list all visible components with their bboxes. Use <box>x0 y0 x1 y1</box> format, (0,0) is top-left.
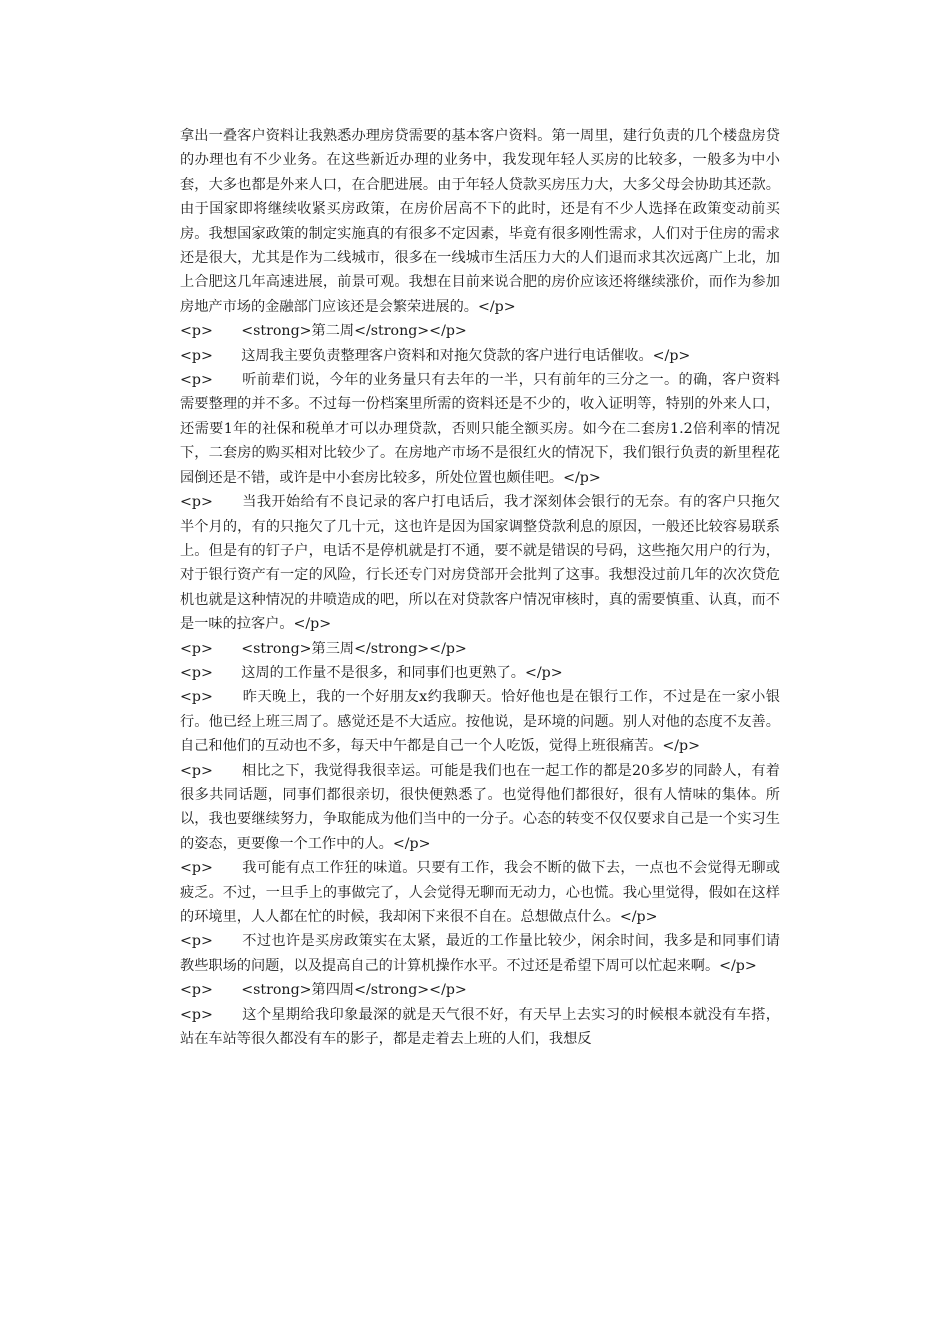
paragraph: <p> 这周的工作量不是很多，和同事们也更熟了。</p> <box>180 664 563 681</box>
paragraph: 拿出一叠客户资料让我熟悉办理房贷需要的基本客户资料。第一周里，建行负责的几个楼盘房贷的办理也有不少业务。在这些新近办理的业务中，我发现年轻人买房的比较多，一般多为中小套，大多也都是外来人口，在合肥进展。由于年轻人贷款买房压力大，大多父母会协助其还款。由于国家即将继续收紧买房政策，在房价居高不下的此时，还是有不少人选择在政策变动前买房。我想国家政策的制定实施真的有很多不定因素，毕竟有很多刚性需求，人们对于住房的需求还是很大，尤其是作为二线城市，很多在一线城市生活压力大的人们退而求其次远离广上北，加上合肥这几年高速进展，前景可观。我想在目前来说合肥的房价应该还将继续涨价，而作为参加房地产市场的金融部门应该还是会繁荣进展的。</p> <box>180 128 780 315</box>
paragraph: <p> 当我开始给有不良记录的客户打电话后，我才深刻体会银行的无奈。有的客户只拖欠半个月的，有的只拖欠了几十元，这也许是因为国家调整贷款利息的原因，一般还比较容易联系上。但是有的钉子户，电话不是停机就是打不通，要不就是错误的号码，这些拖欠用户的行为，对于银行资产有一定的风险，行长还专门对房贷部开会批判了这事。我想没过前几年的次次贷危机也就是这种情况的井喷造成的吧，所以在对贷款客户情况审核时，真的需要慎重、认真，而不是一味的拉客户。</p> <box>180 494 780 633</box>
paragraph: <p> 我可能有点工作狂的味道。只要有工作，我会不断的做下去，一点也不会觉得无聊或疲乏。不过，一旦手上的事做完了，人会觉得无聊而无动力，心也慌。我心里觉得，假如在这样的环境里，人人都在忙的时候，我却闲下来很不自在。总想做点什么。</p> <box>180 860 780 925</box>
paragraph: <p> 昨天晚上，我的一个好朋友x约我聊天。恰好他也是在银行工作，不过是在一家小银行。他已经上班三周了。感觉还是不大适应。按他说，是环境的问题。别人对他的态度不友善。自己和他们的互动也不多，每天中午都是自己一个人吃饭，觉得上班很痛苦。</p> <box>180 689 780 755</box>
section-heading-week-4: <p> <strong>第四周</strong></p> <box>180 982 467 999</box>
paragraph: <p> 相比之下，我觉得我很幸运。可能是我们也在一起工作的都是20多岁的同龄人，有着很多共同话题，同事们都很亲切，很快便熟悉了。也觉得他们都很好，很有人情味的集体。所以，我也要继续努力，争取能成为他们当中的一分子。心态的转变不仅仅要求自己是一个实习生的姿态，更要像一个工作中的人。</p> <box>180 762 780 852</box>
section-heading-week-2: <p> <strong>第二周</strong></p> <box>180 323 467 340</box>
paragraph: <p> 不过也许是买房政策实在太紧，最近的工作量比较少，闲余时间，我多是和同事们请教些职场的问题，以及提高自己的计算机操作水平。不过还是希望下周可以忙起来啊。</p> <box>180 933 780 974</box>
document-body <box>180 124 780 1051</box>
paragraph: <p> 听前辈们说，今年的业务量只有去年的一半，只有前年的三分之一。的确，客户资料需要整理的并不多。不过每一份档案里所需的资料还是不少的，收入证明等，特别的外来人口，还需要1年的社保和税单才可以办理贷款，否则只能全额买房。如今在二套房1.2倍利率的情况下，二套房的购买相对比较少了。在房地产市场不是很红火的情况下，我们银行负责的新里程花园倒还是不错，或许是中小套房比较多，所处位置也颇佳吧。</p> <box>180 372 780 486</box>
section-heading-week-3: <p> <strong>第三周</strong></p> <box>180 640 467 657</box>
paragraph: <p> 这周我主要负责整理客户资料和对拖欠贷款的客户进行电话催收。</p> <box>180 347 691 364</box>
paragraph: <p> 这个星期给我印象最深的就是天气很不好，有天早上去实习的时候根本就没有车搭，站在车站等很久都没有车的影子，都是走着去上班的人们，我想反 <box>180 1006 780 1048</box>
